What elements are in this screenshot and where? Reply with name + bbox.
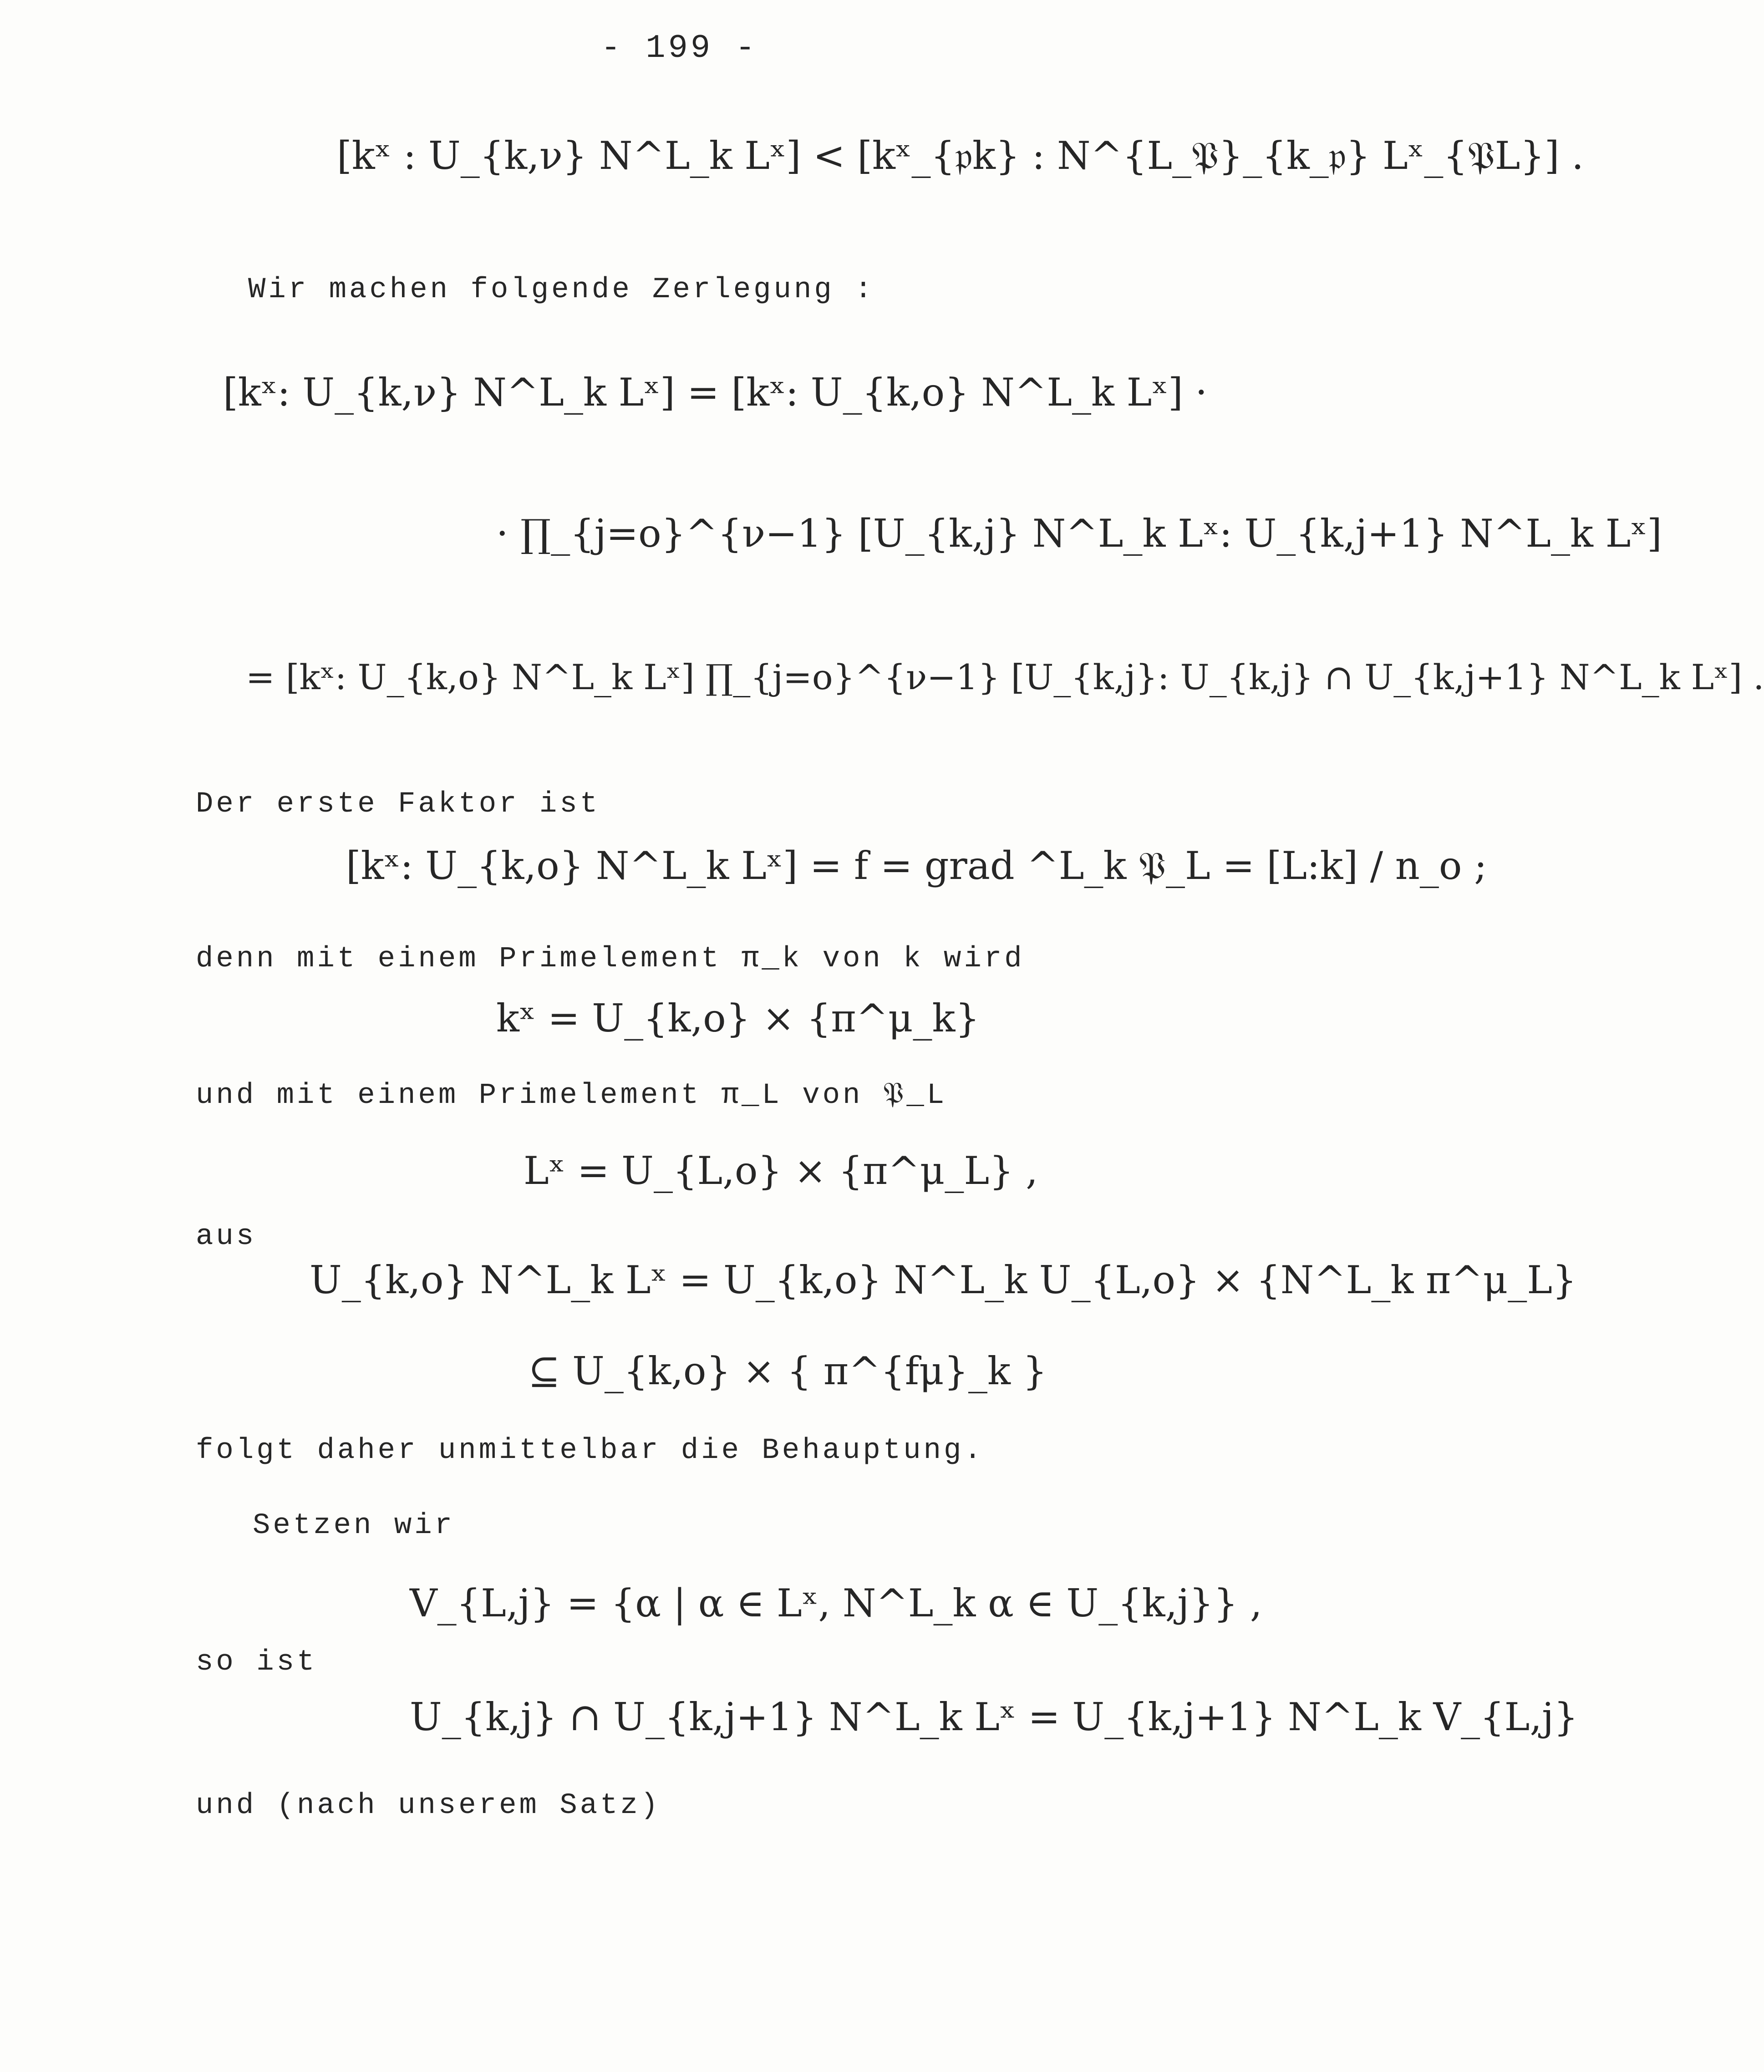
text-aus: aus bbox=[196, 1220, 257, 1253]
text-setzen-wir: Setzen wir bbox=[253, 1509, 455, 1542]
page-number: - 199 - bbox=[601, 30, 758, 67]
equation-V-definition: V_{L,j} = {α | α ∈ Lˣ, N^L_k α ∈ U_{k,j}} , bbox=[410, 1581, 1262, 1625]
text-nach-unserem-satz: und (nach unserem Satz) bbox=[196, 1789, 661, 1822]
equation-Lx: Lˣ = U_{L,o} × {π^μ_L} , bbox=[524, 1148, 1038, 1193]
equation-subset: ⊆ U_{k,o} × { π^{fμ}_k } bbox=[528, 1349, 1047, 1393]
text-primelement-L: und mit einem Primelement π_L von 𝔓_L bbox=[196, 1079, 947, 1112]
equation-decomposition-line1: [kˣ: U_{k,ν} N^L_k Lˣ] = [kˣ: U_{k,o} N^L_k Lˣ] · bbox=[223, 370, 1208, 415]
text-behauptung: folgt daher unmittelbar die Behauptung. bbox=[196, 1434, 984, 1467]
equation-first-factor: [kˣ: U_{k,o} N^L_k Lˣ] = f = grad ^L_k 𝔓_L = [L:k] / n_o ; bbox=[346, 843, 1487, 888]
equation-kx: kˣ = U_{k,o} × {π^μ_k} bbox=[496, 996, 980, 1041]
equation-decomposition-line3: = [kˣ: U_{k,o} N^L_k Lˣ] ∏_{j=o}^{ν−1} [U_{k,j}: U_{k,j} ∩ U_{k,j+1} N^L_k Lˣ] . bbox=[246, 657, 1764, 697]
text-so-ist: so ist bbox=[196, 1646, 317, 1679]
equation-index-inequality: [kˣ : U_{k,ν} N^L_k Lˣ] < [kˣ_{𝔭k} : N^{L_𝔓}_{k_𝔭} Lˣ_{𝔓L}] . bbox=[337, 133, 1584, 178]
text-primelement-k: denn mit einem Primelement π_k von k wird bbox=[196, 943, 1025, 975]
equation-norm-image: U_{k,o} N^L_k Lˣ = U_{k,o} N^L_k U_{L,o} × {N^L_k π^μ_L} bbox=[310, 1258, 1577, 1302]
text-erster-faktor: Der erste Faktor ist bbox=[196, 788, 600, 821]
text-zerlegung: Wir machen folgende Zerlegung : bbox=[248, 274, 875, 306]
equation-decomposition-line2: · ∏_{j=o}^{ν−1} [U_{k,j} N^L_k Lˣ: U_{k,j+1} N^L_k Lˣ] bbox=[496, 511, 1662, 556]
equation-intersection: U_{k,j} ∩ U_{k,j+1} N^L_k Lˣ = U_{k,j+1} N^L_k V_{L,j} bbox=[410, 1695, 1578, 1739]
